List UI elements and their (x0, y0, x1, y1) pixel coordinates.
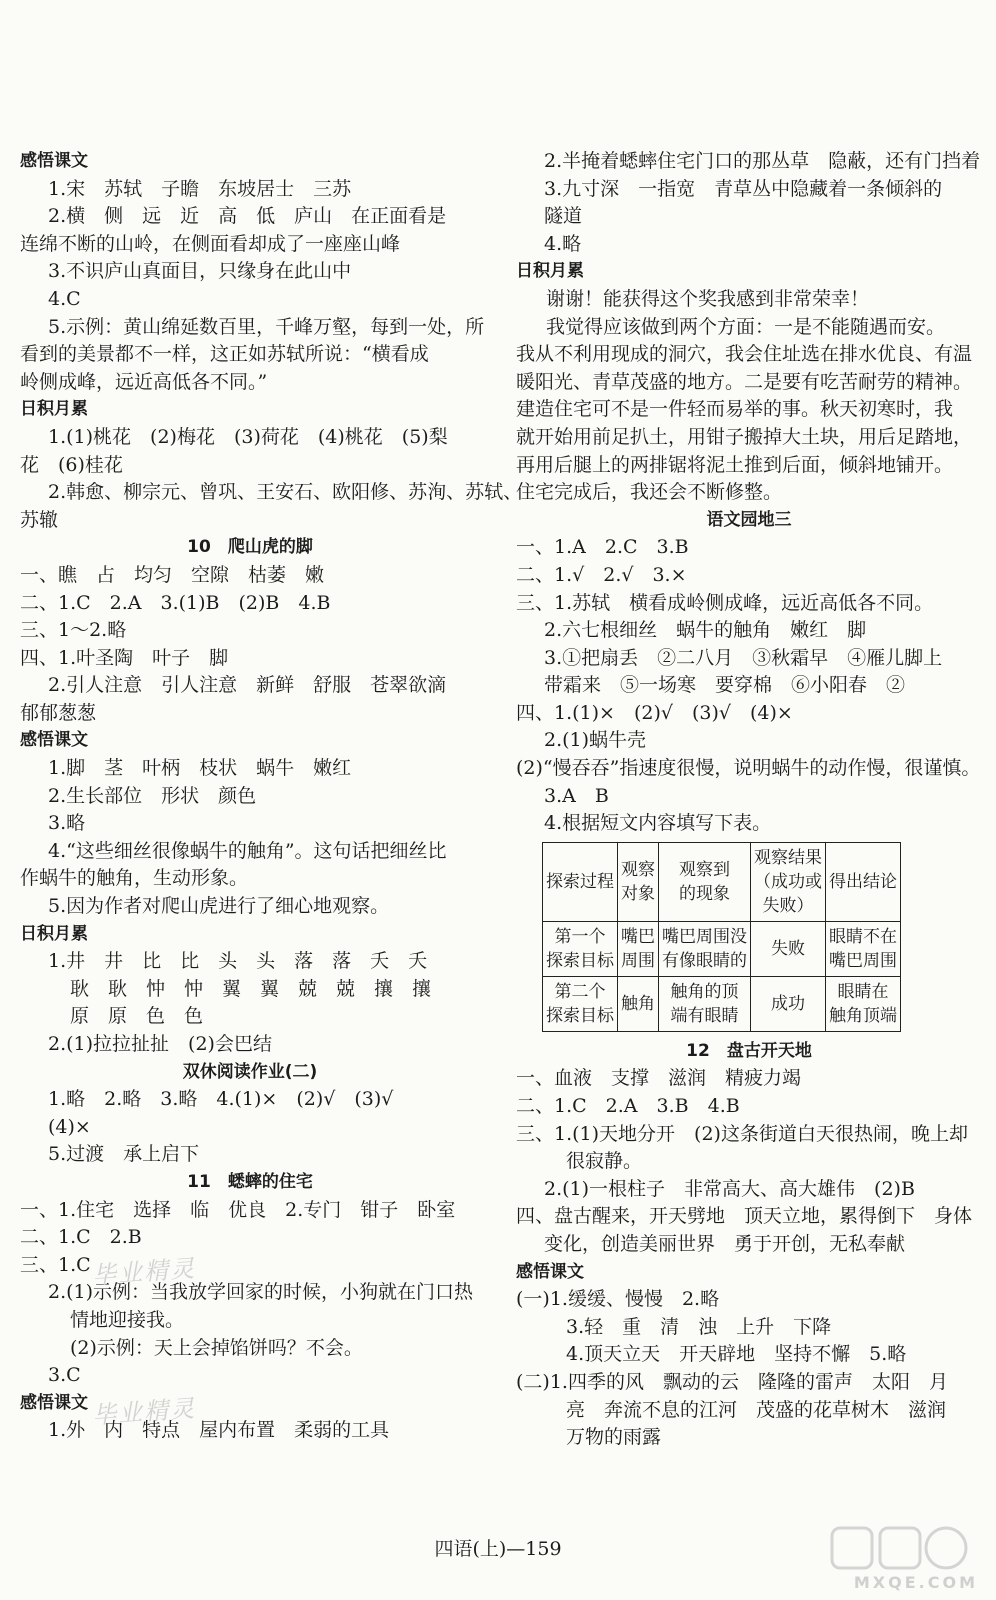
answer-line: 四、1.(1)× (2)√ (3)√ (4)× (516, 701, 793, 724)
answer-line: 岭侧成峰，远近高低各不同。” (20, 370, 268, 393)
answer-line: 3.①把扇丢 ②二八月 ③秋霜早 ④雁儿脚上 (544, 646, 943, 669)
right-top-section (516, 148, 982, 838)
section-heading: 感悟课文 (20, 1392, 88, 1413)
answer-line: 住宅完成后，我还会不断修整。 (516, 481, 783, 504)
answer-line: 2.引人注意 引人注意 新鲜 舒服 苍翠欲滴 (48, 674, 447, 697)
table-cell: 触角的顶 端有眼睛 (659, 976, 751, 1031)
section-heading: 感悟课文 (20, 730, 88, 751)
answer-line: 变化，创造美丽世界 勇于开创，无私奉献 (544, 1233, 906, 1255)
answer-line: 我从不利用现成的洞穴，我会住址选在排水优良、有温 (516, 343, 973, 366)
answer-line: 隧道 (544, 205, 583, 228)
answer-line: 再用后腿上的两排锯将泥土推到后面，倾斜地铺开。 (516, 453, 954, 476)
table-body (543, 921, 901, 1031)
watermark-logo-icon (828, 1522, 978, 1580)
lesson-title: 12 盘古开天地 (686, 1040, 812, 1061)
answer-line: 4.顶天立天 开天辟地 坚持不懈 5.略 (566, 1343, 907, 1366)
answer-line: 3.略 (48, 812, 86, 835)
answer-line: 二、1.C 2.B (20, 1226, 142, 1249)
table-cell: 嘴巴周围没 有像眼睛的 (659, 921, 751, 976)
answer-line: 带霜来 ⑤一场寒 要穿棉 ⑥小阳春 ② (544, 674, 906, 697)
answer-line: 看到的美景都不一样，这正如苏轼所说：“横看成 (20, 343, 429, 366)
answer-line: 万物的雨露 (566, 1426, 662, 1449)
answer-line: 我觉得应该做到两个方面：一是不能随遇而安。 (546, 315, 946, 338)
answer-line: 3.C (48, 1364, 81, 1387)
answer-line: 暖阳光、青草茂盛的地方。二是要有吃苦耐劳的精神。 (516, 370, 973, 393)
lesson-title: 10 爬山虎的脚 (187, 537, 313, 558)
answer-line: 三、1.C (20, 1253, 91, 1276)
answer-line: 1.(1)桃花 (2)梅花 (3)荷花 (4)桃花 (5)梨 (48, 425, 448, 448)
answer-line: 2.横 侧 远 近 高 低 庐山 在正面看是 (48, 205, 447, 228)
answer-line: 2.生长部位 形状 颜色 (48, 784, 257, 807)
answer-line: 2.(1)蜗牛壳 (544, 729, 647, 752)
table-row (543, 921, 901, 976)
answer-line: 四、1.叶圣陶 叶子 脚 (20, 646, 229, 669)
answer-line: 3.轻 重 清 浊 上升 下降 (566, 1315, 832, 1338)
answer-line: 2.韩愈、柳宗元、曾巩、王安石、欧阳修、苏洵、苏轼、 (48, 481, 523, 504)
table-cell: 失败 (751, 921, 826, 976)
table-cell: 第一个 探索目标 (543, 921, 618, 976)
answer-line: 5.因为作者对爬山虎进行了细心地观察。 (48, 895, 390, 918)
page-footer: 四语(上)—159 (434, 1538, 562, 1560)
answer-line: 4.略 (544, 232, 582, 255)
answer-line: (二)1.四季的风 飘动的云 隆隆的雷声 太阳 月 (516, 1370, 948, 1393)
answer-line: 三、1.苏轼 横看成岭侧成峰，远近高低各不同。 (516, 591, 934, 614)
table-header-cell: 观察结果 （成功或 失败） (751, 842, 826, 921)
answer-line: 耿 耿 忡 忡 翼 翼 兢 兢 攘 攘 (70, 977, 432, 1000)
answer-line: 4.根据短文内容填写下表。 (544, 812, 772, 835)
watermark-logo-text: MXQE.COM (853, 1573, 978, 1592)
answer-line: 1.略 2.略 3.略 4.(1)× (2)√ (3)√ (48, 1088, 394, 1111)
answer-line: 4.“这些细丝很像蜗牛的触角”。这句话把细丝比 (48, 839, 447, 862)
answer-line: 3.A B (544, 784, 609, 807)
answer-line: 花 (6)桂花 (20, 453, 123, 476)
table-cell: 眼睛不在 嘴巴周围 (826, 921, 901, 976)
answer-line: 1.脚 茎 叶柄 枝状 蜗牛 嫩红 (48, 757, 352, 780)
table-header-cell: 观察到 的现象 (659, 842, 751, 921)
answer-line: 一、血液 支撑 滋润 精疲力竭 (516, 1067, 802, 1090)
left-column (20, 148, 523, 1445)
answer-line: 3.九寸深 一指宽 青草丛中隐藏着一条倾斜的 (544, 177, 943, 200)
answer-line: (一)1.缓缓、慢慢 2.略 (516, 1288, 720, 1311)
table-cell: 眼睛在 触角顶端 (826, 976, 901, 1031)
right-column (516, 148, 982, 1452)
table-cell: 第二个 探索目标 (543, 976, 618, 1031)
answer-line: 二、1.√ 2.√ 3.× (516, 563, 687, 586)
answer-line: 1.宋 苏轼 子瞻 东坡居士 三苏 (48, 177, 352, 200)
section-heading: 日积月累 (20, 923, 88, 944)
answer-line: 2.(1)拉拉扯扯 (2)会巴结 (48, 1033, 272, 1055)
answer-line: 2.(1)一根柱子 非常高大、高大雄伟 (2)B (544, 1177, 915, 1200)
lesson-title: 语文园地三 (706, 509, 792, 530)
table-header-cell: 探索过程 (543, 842, 618, 921)
answer-line: (2)示例：天上会掉馅饼吗？不会。 (70, 1336, 363, 1359)
answer-line: 亮 奔流不息的江河 茂盛的花草树木 滋润 (566, 1398, 947, 1421)
table-cell: 成功 (751, 976, 826, 1031)
table-row (543, 976, 901, 1031)
watermark: 毕业精灵 (91, 1394, 198, 1430)
answer-line: 5.过渡 承上启下 (48, 1143, 200, 1166)
lesson-title: 11 蟋蟀的住宅 (187, 1171, 313, 1192)
right-bottom-section (516, 1038, 982, 1452)
watermark: 毕业精灵 (91, 1254, 198, 1290)
answer-line: 建造住宅可不是一件轻而易举的事。秋天初寒时，我 (516, 398, 954, 421)
answer-line: 二、1.C 2.A 3.B 4.B (516, 1095, 740, 1118)
section-heading: 感悟课文 (20, 151, 88, 171)
answer-line: 作蜗牛的触角，生动形象。 (20, 867, 249, 890)
table-cell: 触角 (618, 976, 659, 1031)
answer-line: 2.六七根细丝 蜗牛的触角 嫩红 脚 (544, 619, 867, 642)
table-header-row (543, 842, 901, 921)
answer-line: 郁郁葱葱 (20, 701, 97, 724)
section-heading: 日积月累 (20, 399, 88, 420)
lesson-title: 双休阅读作业(二) (182, 1061, 318, 1082)
answer-line: 1.外 内 特点 屋内布置 柔弱的工具 (48, 1419, 390, 1442)
answer-line: (2)“慢吞吞”指速度很慢，说明蜗牛的动作慢，很谨慎。 (516, 757, 981, 780)
section-heading: 日积月累 (516, 261, 584, 282)
answer-line: 3.不识庐山真面目，只缘身在此山中 (48, 260, 352, 283)
answer-line: (4)× (48, 1115, 91, 1138)
section-heading: 感悟课文 (516, 1261, 584, 1282)
answer-line: 连绵不断的山岭，在侧面看却成了一座座山峰 (20, 232, 401, 255)
answer-line: 一、1.住宅 选择 临 优良 2.专门 钳子 卧室 (20, 1198, 456, 1221)
answer-line: 谢谢！能获得这个奖我感到非常荣幸！ (546, 287, 870, 310)
table-cell: 嘴巴 周围 (618, 921, 659, 976)
answer-line: 4.C (48, 287, 81, 310)
answer-line: 一、瞧 占 均匀 空隙 枯萎 嫩 (20, 563, 325, 586)
table-header-cell: 观察 对象 (618, 842, 659, 921)
answer-line: 三、1～2.略 (20, 619, 127, 642)
observation-table (542, 842, 901, 1032)
answer-line: 就开始用前足扒土，用钳子搬掉大土块，用后足踏地， (516, 425, 973, 448)
answer-line: 三、1.(1)天地分开 (2)这条街道白天很热闹，晚上却 (516, 1122, 968, 1145)
answer-line: 四、盘古醒来，开天劈地 顶天立地，累得倒下 身体 (516, 1205, 973, 1228)
answer-line: 苏辙 (20, 508, 59, 531)
table-header-cell: 得出结论 (826, 842, 901, 921)
answer-line: 2.(1)示例：当我放学回家的时候，小狗就在门口热 (48, 1281, 474, 1304)
answer-line: 二、1.C 2.A 3.(1)B (2)B 4.B (20, 591, 331, 614)
answer-line: 5.示例：黄山绵延数百里，千峰万壑，每到一处，所 (48, 315, 485, 338)
answer-line: 原 原 色 色 (70, 1005, 204, 1028)
answer-line: 情地迎接我。 (70, 1308, 185, 1331)
answer-line: 1.井 井 比 比 头 头 落 落 夭 夭 (48, 950, 428, 973)
answer-line: 很寂静。 (566, 1150, 643, 1173)
answer-line: 2.半掩着蟋蟀住宅门口的那丛草 隐蔽，还有门挡着 (544, 150, 981, 172)
answer-line: 一、1.A 2.C 3.B (516, 536, 689, 559)
